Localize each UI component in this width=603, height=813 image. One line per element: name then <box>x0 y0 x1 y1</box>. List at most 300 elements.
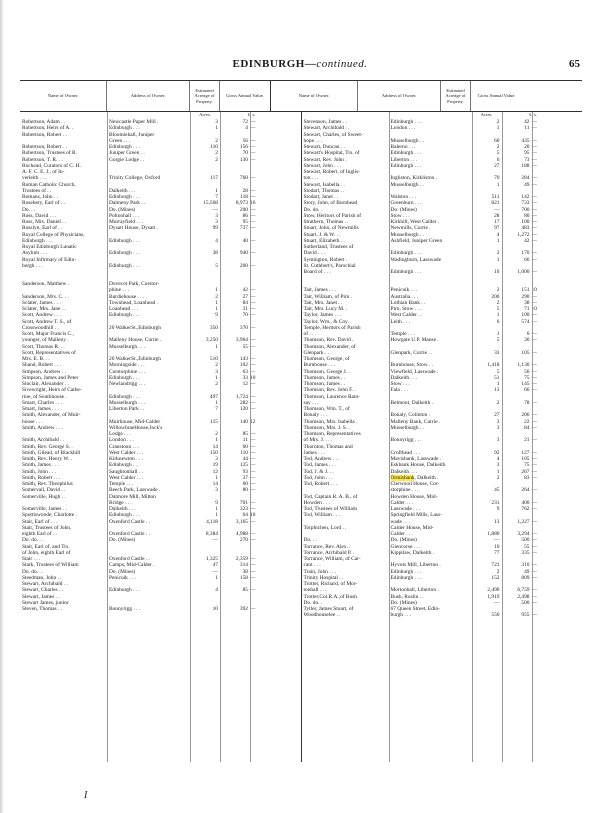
acreage-cell: 5 <box>496 368 500 375</box>
value-pounds-cell: 38 <box>524 299 530 306</box>
acreage-cell: 10 <box>494 269 500 275</box>
address-cell: Kirkhill, West Calder . <box>390 219 440 225</box>
owner-cell: Stow, Heritors of Parish of <box>303 212 362 219</box>
address-cell: 20 WalkerSt.,Edinburgh <box>109 324 161 331</box>
owner-cell: Shand, Robert . . . <box>22 362 61 369</box>
value-pounds-cell: 11 <box>242 437 248 444</box>
owner-cell: Torrance, Archibald P. . <box>303 549 355 556</box>
acreage-cell: 2 <box>215 150 218 157</box>
owner-cell: Scott, Andrew . . . <box>22 312 61 319</box>
value-shillings-cell: — <box>250 474 256 481</box>
value-pounds-cell: 760 <box>239 175 248 182</box>
owner-cell: Tod, James . . . <box>303 462 336 469</box>
value-shillings-cell: — <box>250 481 256 487</box>
value-shillings-cell: — <box>531 387 537 394</box>
value-shillings-cell: — <box>531 331 537 337</box>
owner-cell: verleith . . . <box>22 175 47 182</box>
value-shillings-cell: — <box>250 225 256 232</box>
acreage-cell: 3 <box>496 462 500 469</box>
owner-cell: Tod, William . . . <box>303 512 340 519</box>
address-cell: Edinburgh . . . <box>390 250 422 257</box>
value-header-right: Gross Annual Value. <box>477 93 516 99</box>
acreage-cell: 4,118 <box>206 518 218 525</box>
value-shillings-cell: — <box>531 418 537 425</box>
owner-cell: Stewart, Rev. John . <box>303 156 347 163</box>
address-cell: Trinity College, Oxford <box>109 175 161 182</box>
owner-cell: Do. . . <box>22 206 36 213</box>
acreage-cell: 1 <box>496 312 500 319</box>
owner-cell: Stewart, Charles, of Sweet- <box>303 131 363 138</box>
value-shillings-cell: — <box>250 562 256 569</box>
value-shillings-cell: — <box>531 299 537 306</box>
value-pounds-cell: 80 <box>524 212 530 219</box>
address-cell: Loanhead . . . <box>109 306 139 312</box>
acreage-cell: — <box>494 599 500 606</box>
address-cell: Penicuik . . . <box>390 287 418 294</box>
address-cell: Edinburgh . . . <box>109 194 140 200</box>
value-pounds-cell: 40 <box>242 237 248 244</box>
owner-cell: Trotter, Richard, of Mor- <box>303 581 358 587</box>
address-cell: Australia . . . <box>390 293 419 300</box>
address-cell: Calder . . . <box>390 531 413 537</box>
address-cell: Dalkeith . . . <box>390 374 418 381</box>
owner-cell: Tod, Robert . . . <box>303 481 338 487</box>
address-cell: Stow . . . <box>390 381 410 387</box>
value-shillings-cell: 10 <box>250 512 256 519</box>
address-cell: Juniper Green . . <box>109 150 145 157</box>
owner-cell: Stewart, Isabella . . <box>303 181 345 188</box>
acreage-cell: 3 <box>496 437 500 444</box>
address-cell: Mortonhall, Liberton . <box>390 587 439 594</box>
value-pounds-cell: 70 <box>242 312 248 319</box>
acreage-header-right: Estimated Acreage of Property. <box>441 81 471 111</box>
owner-cell: Do. do. . . <box>22 568 44 575</box>
owner-cell: Taylor, James . . . <box>303 312 342 319</box>
value-shillings-cell: — <box>250 306 256 312</box>
acreage-cell: 47 <box>212 562 218 569</box>
owner-cell: Steedman, John . . <box>22 574 62 581</box>
right-entries <box>302 119 583 619</box>
owner-cell: younger, of Malleny . <box>22 337 69 344</box>
value-pounds-cell: 264 <box>521 487 530 494</box>
value-shillings-cell: — <box>531 424 537 431</box>
value-pounds-cell: 27 <box>242 293 248 300</box>
owner-header: Name of Owner. <box>20 81 107 111</box>
address-cell: Hyvots Mill, Liberton . <box>390 562 441 569</box>
owner-cell: Smith, Archibald . . <box>22 437 65 444</box>
owner-cell: Romans, John . . <box>22 194 58 200</box>
owner-cell: Symington, Robert . <box>303 256 348 263</box>
value-shillings-cell: — <box>250 287 256 294</box>
acreage-cell: 3 <box>215 368 218 375</box>
value-pounds-cell: 70 <box>242 150 248 157</box>
acreage-cell: 12 <box>212 468 218 475</box>
address-cell: Viewfield, Lasswade . <box>390 368 439 375</box>
owner-cell: hope . . . <box>303 137 323 144</box>
value-pounds-cell: 145 <box>521 381 530 387</box>
value-pounds-cell: 31 <box>242 306 248 312</box>
value-pounds-cell: 80 <box>242 487 248 494</box>
address-cell: Do. (Mines) <box>109 537 136 544</box>
acreage-cell: 1 <box>496 256 500 263</box>
value-shillings-cell: — <box>531 449 537 456</box>
value-shillings-cell: — <box>250 518 256 525</box>
owner-cell: Trustees of . . <box>22 187 52 194</box>
value-pounds-cell: 12 <box>242 381 248 387</box>
value-shillings-cell: — <box>531 349 537 356</box>
value-shillings-cell: — <box>250 568 256 575</box>
address-cell: Bonnyrigg . . . <box>390 437 422 444</box>
value-pounds-cell: 206 <box>521 412 530 419</box>
owner-cell: Simpson, Andrew . . <box>22 368 67 375</box>
value-shillings-cell: — <box>250 156 256 163</box>
value-pounds-cell: 1,272 <box>517 231 530 238</box>
acreage-cell: — <box>494 537 500 544</box>
acreage-cell: 2 <box>215 293 218 300</box>
acreage-cell: 27 <box>494 162 500 169</box>
highlight-mark: Ormisbank <box>390 474 415 481</box>
address-cell: Newlandrigg . . . <box>109 381 146 387</box>
acreage-cell: 1 <box>496 125 500 132</box>
acreage-cell: 3 <box>496 424 500 431</box>
value-shillings-cell: — <box>250 125 256 132</box>
value-pounds-cell: 110 <box>240 449 248 456</box>
left-entries <box>20 119 301 612</box>
address-cell: Dalkeith . . . <box>109 187 136 194</box>
owner-cell: Thomson, Rev. John F. . <box>303 387 356 394</box>
value-pounds-cell: 37 <box>242 474 248 481</box>
value-shillings-cell: — <box>531 256 537 263</box>
address-cell: Pirn, Stow . . . <box>390 306 422 312</box>
address-cell: Edinburgh . . . <box>109 312 140 319</box>
value-pounds-cell: 270 <box>239 537 248 544</box>
owner-cell: of John, eighth Earl of <box>22 549 71 556</box>
acreage-header: Estimated Acreage of Property. <box>190 81 220 111</box>
owner-cell: Do. . . <box>303 537 317 544</box>
owner-cell: Smith, Andrew . . . <box>22 424 63 431</box>
owner-cell: Strathern, Thomas . . <box>303 219 349 225</box>
value-pounds-cell: 282 <box>239 399 248 406</box>
acreage-cell: 511 <box>491 194 500 200</box>
unit-shillings-right: s. <box>534 112 537 117</box>
owner-cell: Stewart, John . . . <box>303 162 341 169</box>
column-rule <box>107 112 108 762</box>
owner-cell: of Mrs. J. . . . <box>303 437 333 444</box>
address-cell: Edinburgh . . . <box>390 574 422 581</box>
acreage-cell: 45 <box>494 487 500 494</box>
address-header-right: Address of Owner. <box>358 81 441 111</box>
acreage-cell: 1 <box>496 331 500 337</box>
owner-cell: Smart, James . . . <box>22 406 59 412</box>
address-cell: Glenpark, Currie . . <box>390 349 433 356</box>
acreage-cell: 70 <box>494 175 500 182</box>
acreage-cell: 1 <box>215 512 218 519</box>
table-header <box>20 80 582 112</box>
value-shillings-cell: — <box>531 531 537 537</box>
value-pounds-cell: 125 <box>239 462 248 469</box>
value-shillings-cell: — <box>250 299 256 306</box>
value-pounds-cell: 63 <box>242 368 248 375</box>
value-pounds-cell: 84 <box>242 299 248 306</box>
value-pounds-cell: 940 <box>239 250 248 257</box>
owner-cell: Robertson, Heirs of A. . <box>22 125 74 132</box>
acreage-cell: 1,418 <box>487 362 500 369</box>
value-shillings-cell: — <box>531 194 537 200</box>
owner-cell: Royal Edinburgh Lunatic <box>22 244 77 250</box>
owner-cell: Mrs. E. B. . . <box>22 356 50 362</box>
value-shillings-cell: — <box>250 506 256 512</box>
value-pounds-cell: 49 <box>524 181 530 188</box>
acreage-cell: 556 <box>491 612 500 619</box>
value-pounds-cell: 2,359 <box>235 556 248 562</box>
value-shillings-cell: — <box>531 381 537 387</box>
value-shillings-cell: — <box>250 462 256 469</box>
owner-cell: Tod, John . . . <box>303 474 333 481</box>
owner-cell: Spottiswoode, Charlotte . <box>22 512 77 519</box>
acreage-cell: 17 <box>494 219 500 225</box>
column-rule <box>472 112 473 762</box>
owner-cell: Thomson, Laurence Ram- <box>303 393 360 400</box>
owner-cell: Smith, Rev. George S. . <box>22 443 73 450</box>
value-pounds-cell: 8,973 <box>235 200 248 207</box>
value-pounds-cell: 435 <box>521 137 530 144</box>
column-rule <box>190 112 191 762</box>
value-shillings-cell: — <box>250 456 256 462</box>
acreage-cell: 51 <box>494 374 500 381</box>
value-pounds-cell: 64 <box>242 512 248 519</box>
owner-cell: Burnhouse . . . <box>303 362 335 369</box>
address-cell: Dovecot Park, Corstor- <box>109 281 160 287</box>
value-pounds-cell: 737 <box>239 225 248 232</box>
value-pounds-cell: 1,000 <box>517 269 530 275</box>
value-pounds-cell: 72 <box>242 119 248 125</box>
address-cell: Oxenford Castle . . <box>109 518 150 525</box>
owner-cell: Thomson, Mrs. J. S. . <box>303 424 350 431</box>
value-shillings-cell: — <box>531 293 537 300</box>
acreage-cell: 1,325 <box>205 556 218 562</box>
owner-cell: Scott, Andrew T. S., of <box>22 318 72 325</box>
owner-cell: Roman Catholic Church, <box>22 181 76 188</box>
value-pounds-cell: 3,964 <box>235 337 248 344</box>
acreage-cell: 3 <box>215 212 218 219</box>
address-cell: London . . . <box>390 125 416 132</box>
units-row <box>20 112 301 119</box>
acreage-cell: 60 <box>494 137 500 144</box>
value-pounds-cell: 11 <box>524 125 530 132</box>
owner-cell: say . . . <box>303 399 319 406</box>
owner-cell: Torphichen, Lord . . <box>303 524 347 531</box>
address-cell: Musselburgh . . <box>390 137 424 144</box>
address-header: Address of Owner. <box>107 81 190 111</box>
value-shillings-cell: — <box>531 374 537 381</box>
owner-cell: Stair . . . <box>22 556 41 562</box>
address-cell: Malleny House, Currie . <box>109 337 162 344</box>
owner-cell: Robertson, Robert . . <box>22 131 67 138</box>
owner-header-right: Name of Owner. <box>271 81 358 111</box>
owner-cell: Smith, Robert . . . <box>22 474 61 481</box>
value-shillings-cell: — <box>250 144 256 150</box>
value-shillings-cell: — <box>531 568 537 575</box>
value-shillings-cell: — <box>250 468 256 475</box>
owner-cell: Smith, James . . . <box>22 462 59 469</box>
value-shillings-cell: — <box>531 537 537 544</box>
acreage-cell: 4 <box>215 237 218 244</box>
value-pounds-cell: 156 <box>239 144 248 150</box>
acreage-cell: 77 <box>494 549 500 556</box>
section-gap <box>302 275 583 287</box>
acreage-cell: 5 <box>496 150 500 157</box>
running-head <box>20 58 580 74</box>
value-shillings-cell: — <box>531 237 537 244</box>
acreage-cell: 2 <box>496 287 500 294</box>
address-cell: storphine . . . <box>390 487 419 494</box>
address-cell: Dalkeith . . . <box>390 468 418 475</box>
acreage-cell: 13 <box>494 518 500 525</box>
value-pounds-cell: 200 <box>239 206 248 213</box>
section-gap <box>20 269 301 281</box>
value-shillings-cell: — <box>531 337 537 344</box>
acreage-cell: 9 <box>215 499 218 506</box>
owner-cell: Trinity Hospital . . <box>303 574 344 581</box>
address-cell: Edinburgh . . . <box>109 125 140 132</box>
acreage-cell: 28 <box>494 212 500 219</box>
address-cell: Do. (Mines) <box>109 568 136 575</box>
owner-cell: Thomson, James . . <box>303 381 346 387</box>
value-pounds-cell: 30 <box>524 337 530 344</box>
acreage-cell: 2 <box>496 399 500 406</box>
value-pounds-cell: 700 <box>521 206 530 213</box>
address-cell: Temple . . . <box>390 331 415 337</box>
acreage-cell: 2 <box>496 299 500 306</box>
address-cell: Edinburgh . . . <box>109 587 140 594</box>
acreage-cell: 1 <box>496 381 500 387</box>
owners-table <box>20 80 582 762</box>
acreage-cell: — <box>212 537 218 544</box>
address-cell: Bush, Roslin . . <box>390 593 424 600</box>
owner-cell: tonhall . . . <box>303 587 327 594</box>
value-pounds-cell: 323 <box>239 506 248 512</box>
value-pounds-cell: 170 <box>521 250 530 257</box>
owner-cell: Stark, Trustees of William <box>22 562 79 569</box>
acreage-cell: 33 <box>494 349 500 356</box>
address-cell: Edinburgh . . . <box>109 462 140 469</box>
acreage-cell: 97 <box>494 225 500 232</box>
acreage-cell: 1,919 <box>487 593 500 600</box>
acreage-cell: 5 <box>496 306 500 312</box>
value-shillings-cell: — <box>531 487 537 494</box>
address-cell: Liberton Park . . <box>109 406 145 412</box>
value-pounds-cell: 809 <box>521 574 530 581</box>
acreage-cell: 3,250 <box>205 337 218 344</box>
address-cell: Musselburgh . . . <box>109 343 146 350</box>
owner-cell: Thomson, James . . <box>303 374 346 381</box>
acreage-cell: 150 <box>209 449 218 456</box>
value-pounds-cell: 120 <box>239 406 248 412</box>
acreage-cell: 1 <box>215 187 218 194</box>
address-cell: Edinburgh . . . <box>390 568 422 575</box>
value-pounds-cell: 60 <box>242 443 248 450</box>
acreage-cell: 110 <box>210 144 218 150</box>
acreage-cell: 1 <box>215 287 218 294</box>
owner-cell: Story, John, of Burnhead <box>303 200 358 207</box>
owner-cell: Temple, Heritors of Parish <box>303 324 361 331</box>
value-pounds-cell: 78 <box>524 399 530 406</box>
owner-cell: Taylor, Wm., & Coy. . <box>303 318 352 325</box>
address-cell: Edinburgh . . . <box>109 144 140 150</box>
value-pounds-cell: 85 <box>242 587 248 594</box>
value-pounds-cell: 66 <box>524 256 530 263</box>
address-cell: Howden House, Mid- <box>390 493 438 500</box>
value-shillings-cell: — <box>250 312 256 319</box>
acreage-cell: 2 <box>215 137 218 144</box>
owner-cell: Tait, Mrs. Janet . . <box>303 299 343 306</box>
unit-pounds: £ <box>247 112 250 117</box>
value-shillings-cell: — <box>250 556 256 562</box>
owner-cell: A. F. C. E. J., of In- <box>22 169 65 175</box>
owner-cell: rine, of Southhouse . <box>22 393 67 400</box>
unit-acres: Acres. <box>199 112 211 117</box>
owner-cell: Tod, Captain R. A. B., of <box>303 493 358 500</box>
owner-cell: Ross, David . . . <box>22 212 57 219</box>
owner-cell: Somerville, Hugh . . <box>22 493 66 500</box>
value-shillings-cell: — <box>531 456 537 462</box>
address-cell: Liberton . . . <box>390 156 418 163</box>
address-cell: Beech Park, Lasswade . <box>109 487 161 494</box>
value-shillings-cell: — <box>531 219 537 225</box>
column-rule <box>502 112 503 762</box>
address-cell: Calder House, Mid- <box>390 524 434 531</box>
value-shillings-cell: — <box>531 250 537 257</box>
value-pounds-cell: 60 <box>242 481 248 487</box>
value-pounds-cell: 284 <box>521 175 530 182</box>
value-shillings-cell: — <box>531 318 537 325</box>
value-shillings-cell: — <box>531 312 537 319</box>
owner-cell: Stevenson, James . . <box>303 119 347 125</box>
value-pounds-cell: 21 <box>524 437 530 444</box>
value-shillings-cell: — <box>250 206 256 213</box>
acreage-cell: 14 <box>212 443 218 450</box>
acreage-cell: 1 <box>215 506 218 512</box>
acreage-cell: 6 <box>496 156 500 163</box>
acreage-cell: 6 <box>496 318 500 325</box>
value-shillings-cell: 10 <box>250 374 256 381</box>
owner-cell: Ross, Mrs. Daniel . . <box>22 219 67 225</box>
value-pounds-cell: 4 <box>245 125 248 132</box>
address-cell: Malleny Bank, Currie . <box>390 418 441 425</box>
owner-cell: Stuart, J. & W. . . <box>303 231 341 238</box>
acreage-cell: 1 <box>496 468 500 475</box>
column-rule <box>220 112 221 762</box>
value-shillings-cell: — <box>531 437 537 444</box>
acreage-cell: 38 <box>212 250 218 257</box>
value-shillings-cell: — <box>250 293 256 300</box>
acreage-cell: 7 <box>215 406 218 412</box>
address-cell: WillowbraeHouse,Jock's <box>109 424 163 431</box>
address-cell: Fala . . . <box>390 387 408 394</box>
address-cell: Dalmeny Park . . <box>109 200 146 207</box>
value-pounds-cell: 143 <box>239 356 248 362</box>
address-cell: Oxenford Castle . . <box>109 531 150 537</box>
value-pounds-cell: 93 <box>242 468 248 475</box>
value-shillings-cell: — <box>250 194 256 200</box>
acreage-cell: 2 <box>215 362 218 369</box>
acreage-cell: 10 <box>494 543 500 550</box>
acreage-cell: 7 <box>215 194 218 200</box>
value-pounds-cell: 20 <box>524 144 530 150</box>
owner-cell: Crosswoodhill . . <box>22 324 59 331</box>
owner-cell: Tod, Trustees of William <box>303 506 358 512</box>
address-cell: Leith . . . <box>390 318 410 325</box>
